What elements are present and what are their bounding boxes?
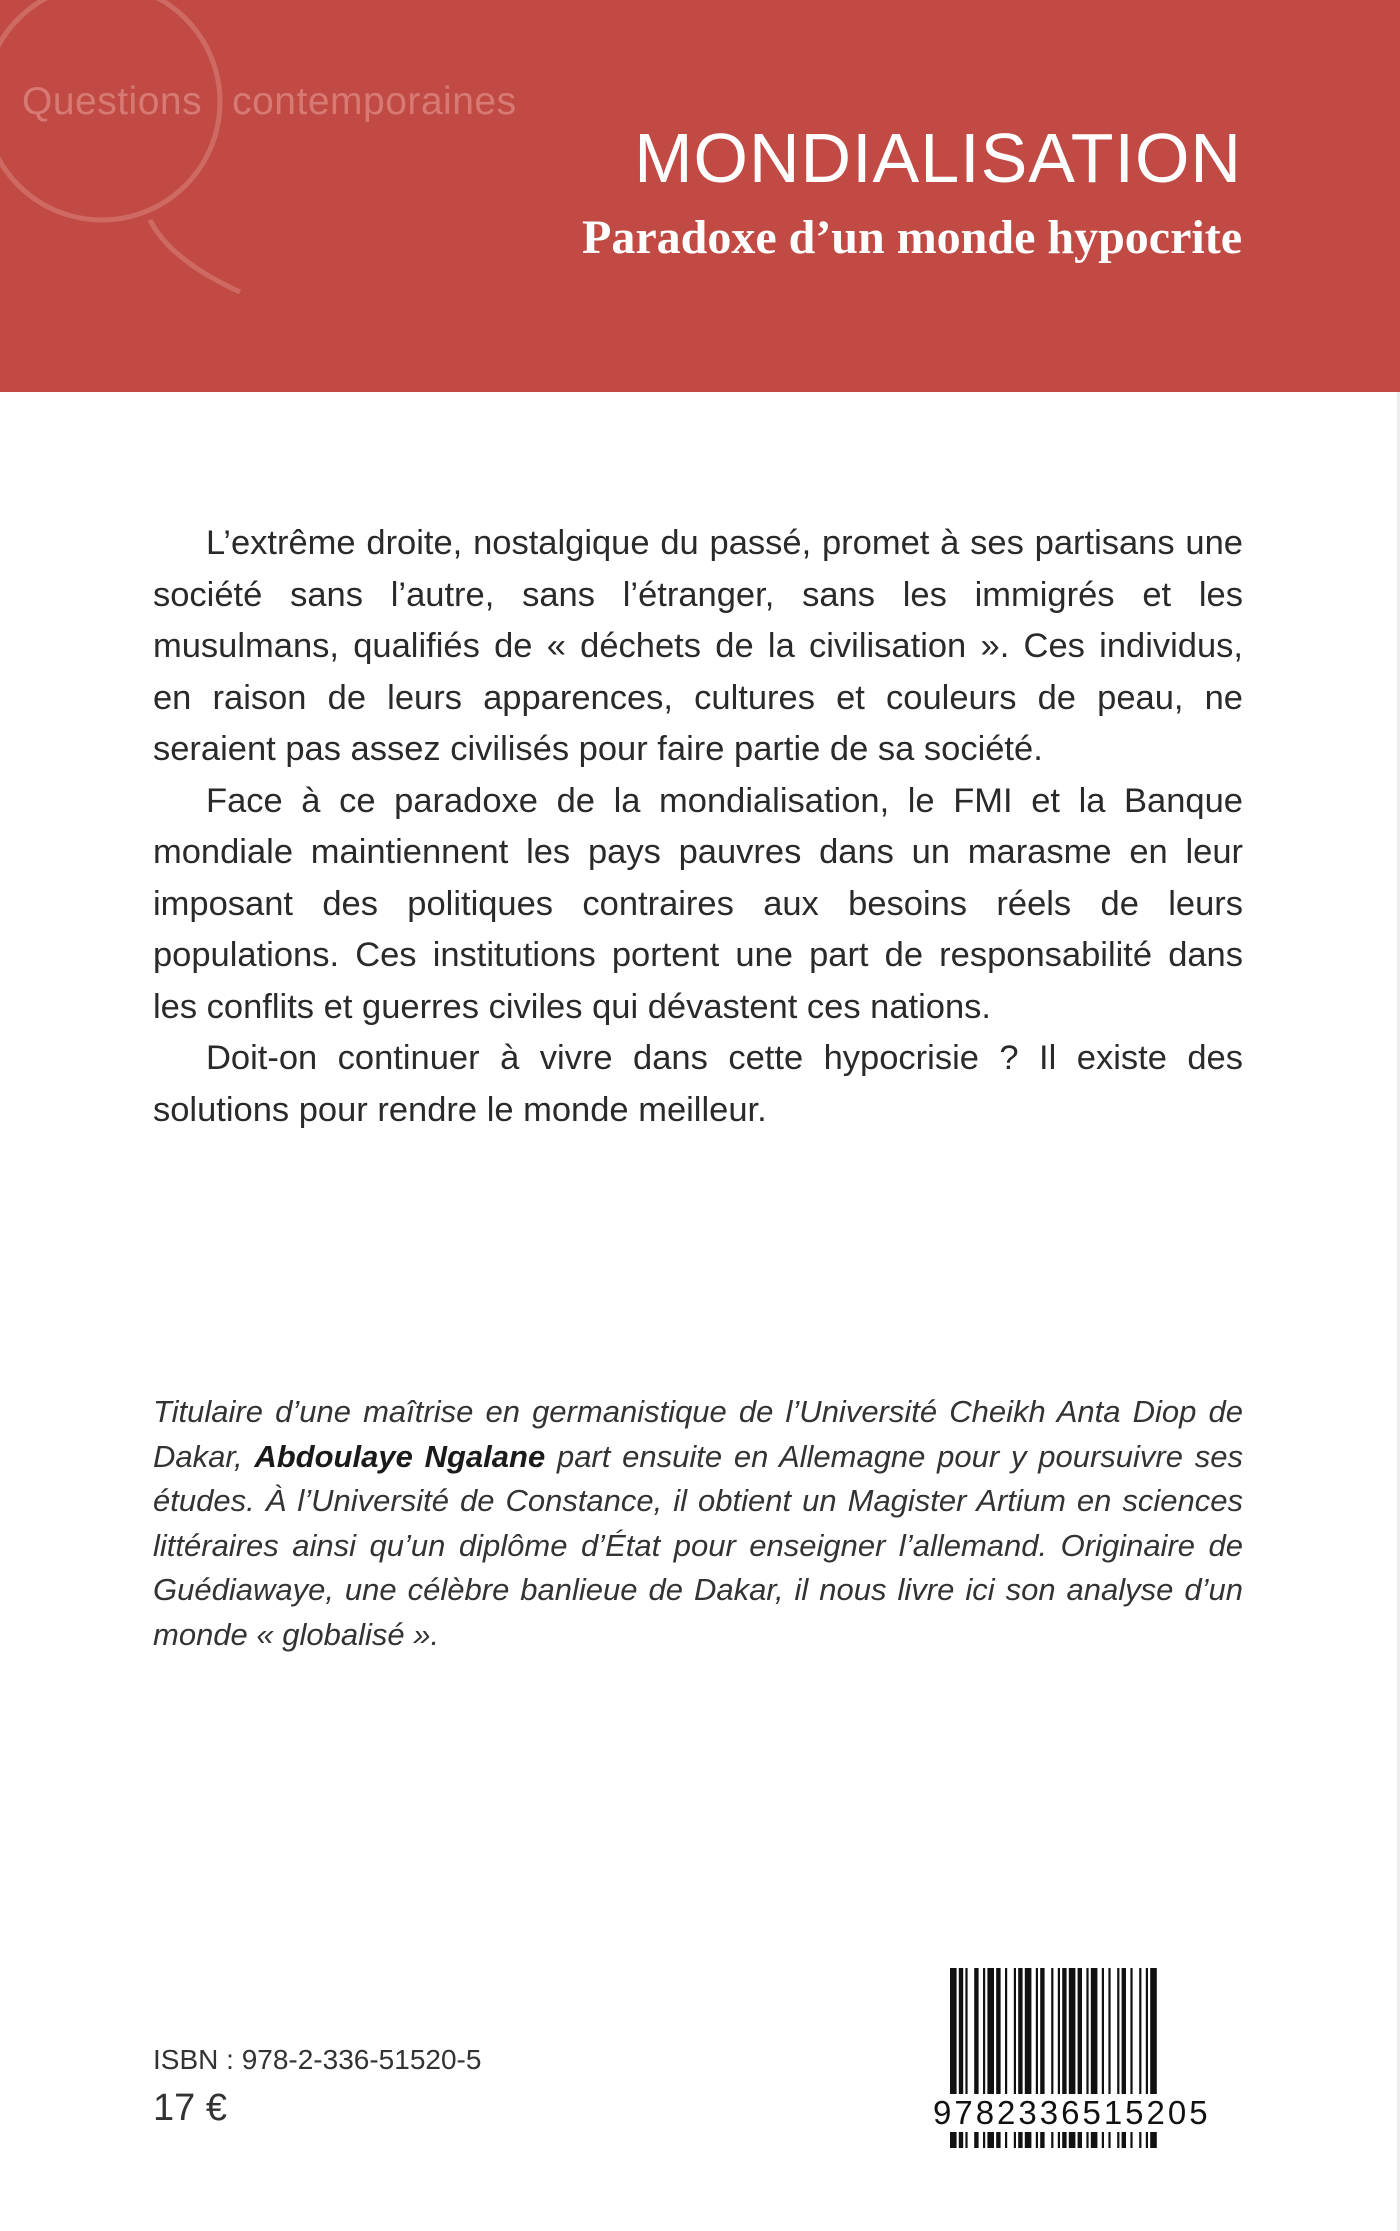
back-cover-blurb <box>153 518 1243 1136</box>
author-bio <box>153 1390 1243 1657</box>
bio-text-before: Titulaire d’une maîtrise en germanistique de l’Université Cheikh Anta Diop de Dakar, <box>153 1394 1243 1474</box>
author-name: Abdoulaye Ngalane <box>254 1438 546 1474</box>
blurb-paragraph: Face à ce paradoxe de la mondialisation, le FMI et la Banque mondiale maintiennent les pays pauvres dans un marasme en leur imposant des politiques contraires aux besoins réels de leurs populations. Ces institutions portent une part de responsabilité dans les conflits et guerres civiles qui dévastent ces nations. <box>153 781 1243 1026</box>
book-title: MONDIALISATION <box>634 119 1242 197</box>
bio-text-after: part ensuite en Allemagne pour y poursuivre ses études. À l’Université de Constance, il obtient un Magister Artium en sciences littéraires ainsi qu’un diplôme d’État pour enseigner l’allemand. Originaire de Guédiawaye, une célèbre banlieue de Dakar, il nous livre ici son analyse d’un monde « globalisé ». <box>153 1438 1243 1652</box>
cover-header <box>0 0 1400 392</box>
blurb-paragraph: L’extrême droite, nostalgique du passé, promet à ses partisans une société sans l’autre, sans l’étranger, sans les immigrés et les musulmans, qualifiés de « déchets de la civilisation ». Ces individus, en raison de leurs apparences, cultures et couleurs de peau, ne seraient pas assez civilisés pour faire partie de sa société. <box>153 524 1243 768</box>
isbn-text: ISBN : 978-2-336-51520-5 <box>153 2044 482 2075</box>
series-word-1: Questions <box>22 80 203 123</box>
series-name <box>22 80 517 124</box>
series-q-logo-icon <box>0 0 260 300</box>
book-subtitle: Paradoxe d’un monde hypocrite <box>582 211 1242 264</box>
price-text: 17 € <box>153 2087 227 2129</box>
series-word-2: contemporaines <box>232 80 517 123</box>
blurb-paragraph: Doit-on continuer à vivre dans cette hypocrisie ? Il existe des solutions pour rendre le monde meilleur. <box>153 1039 1243 1129</box>
barcode-digits: 9782336515205 <box>933 2094 1251 2132</box>
